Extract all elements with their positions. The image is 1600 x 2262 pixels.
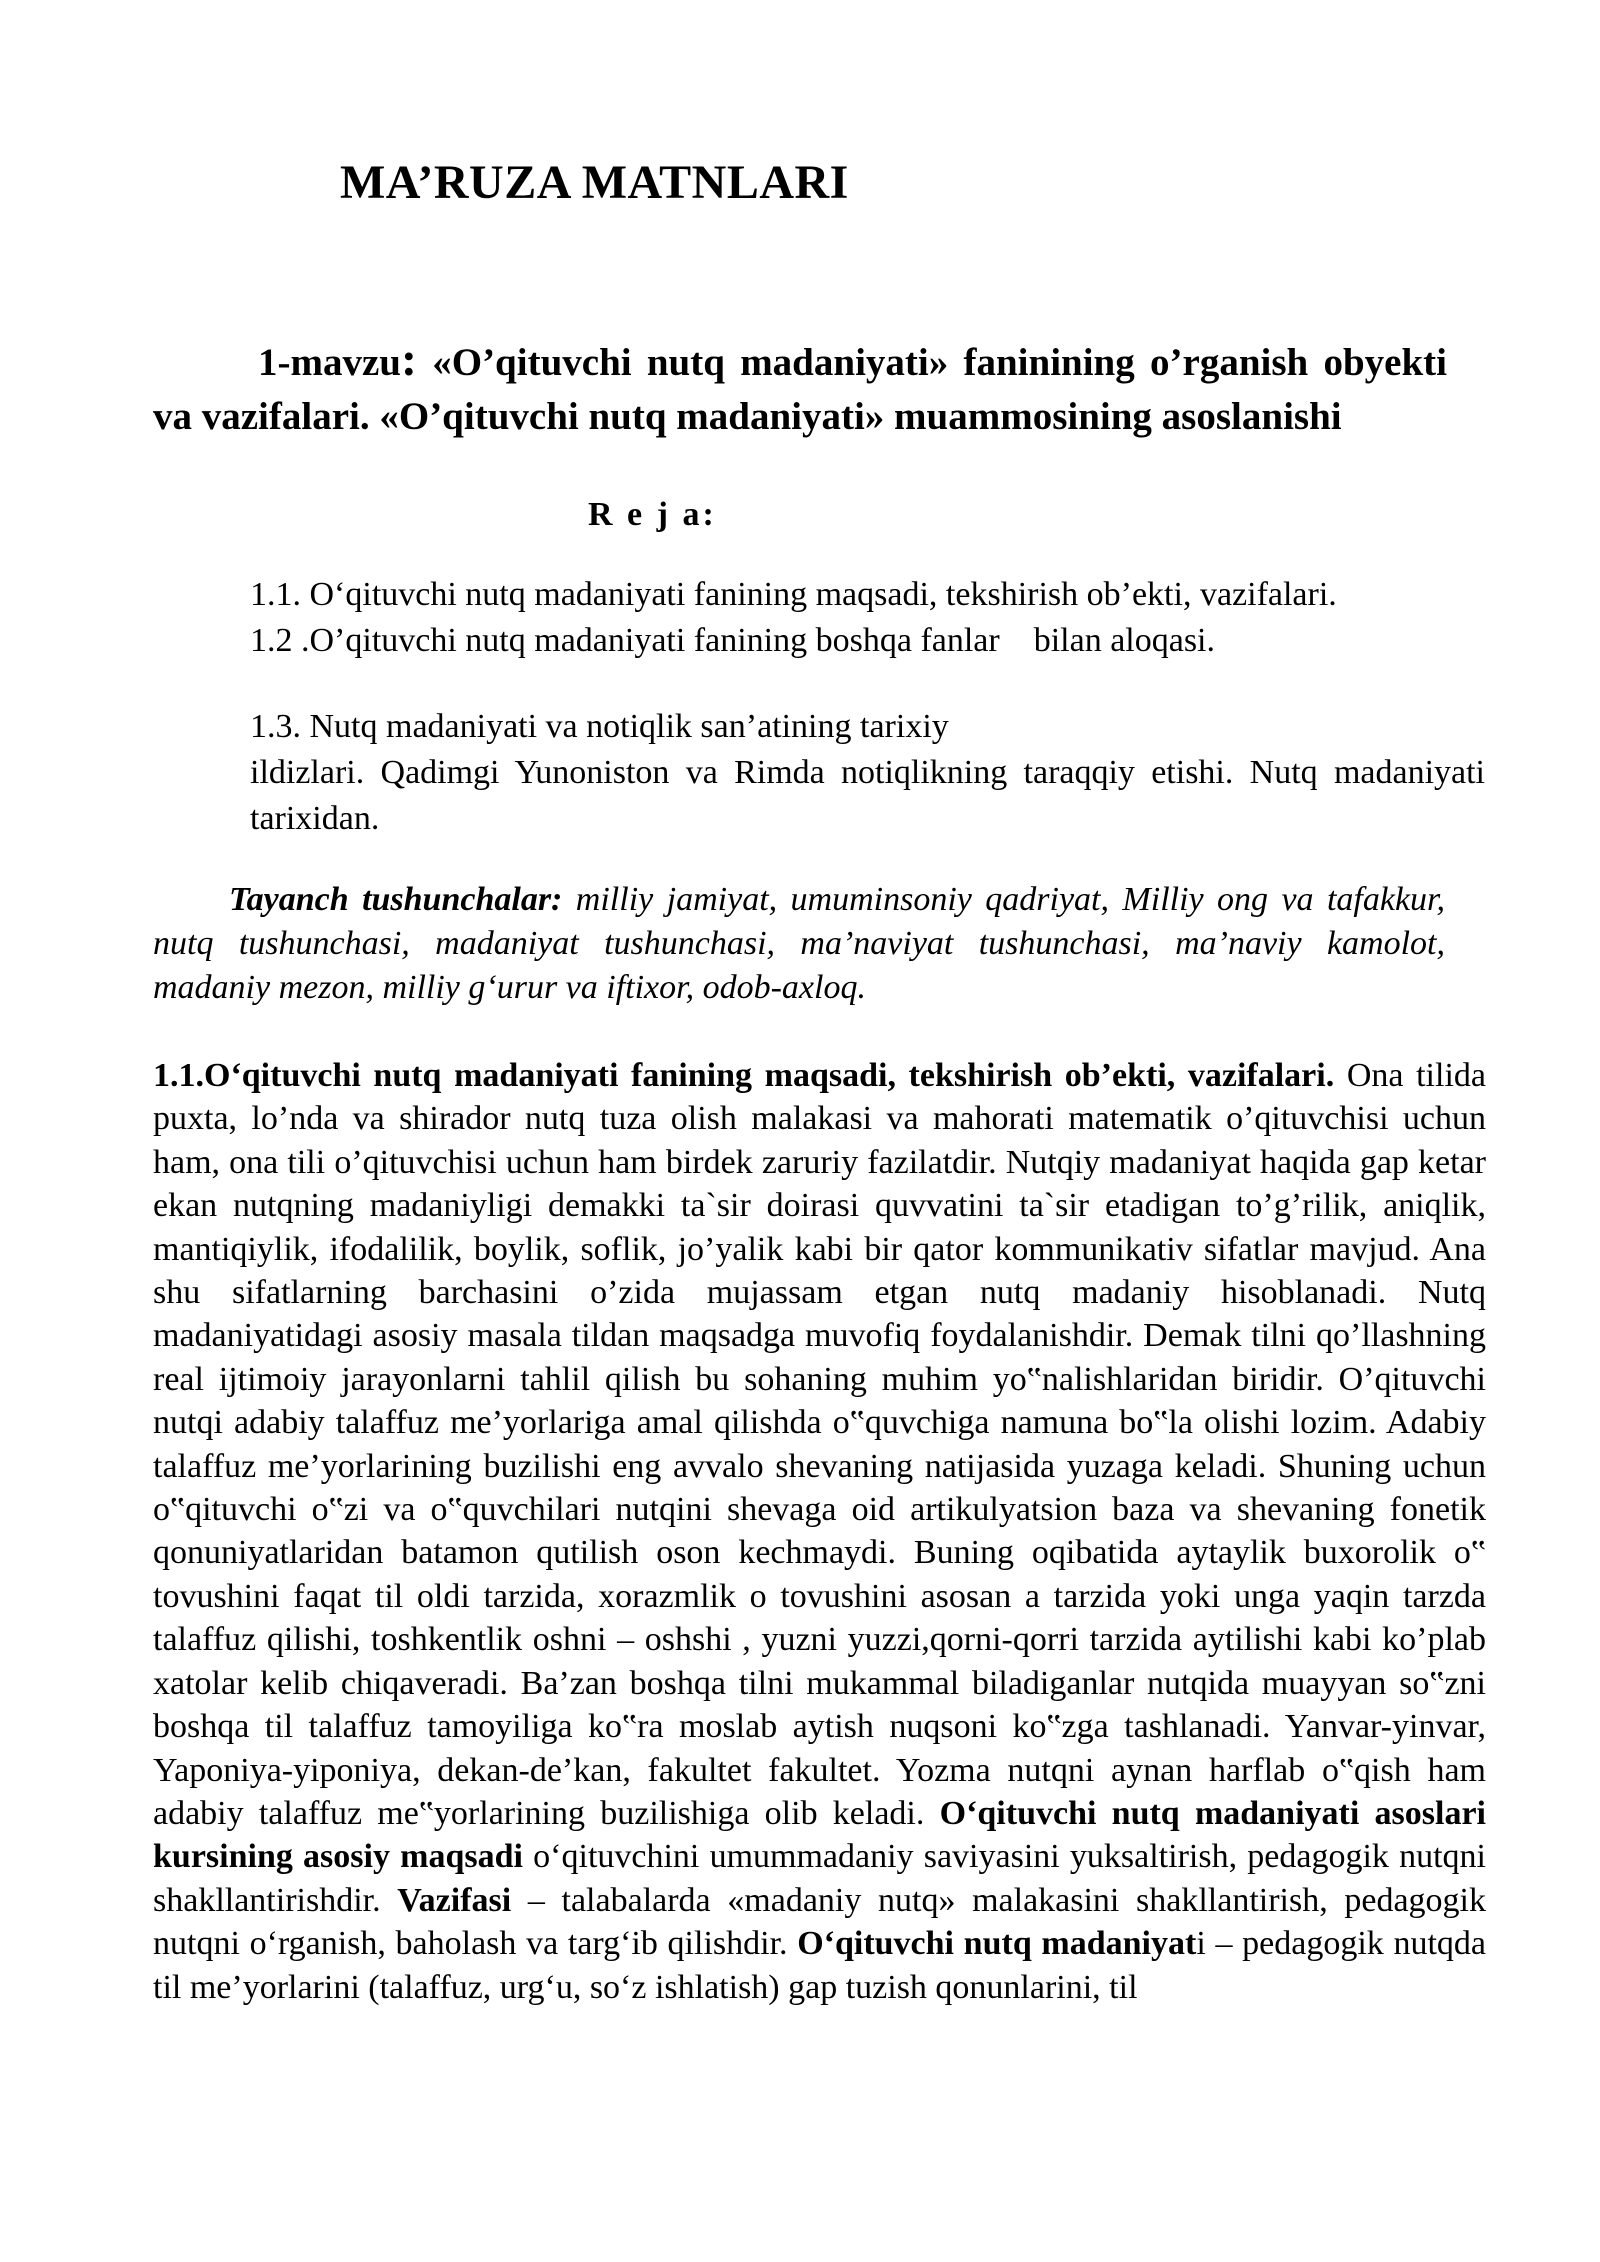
plan-item-1: 1.1. O‘qituvchi nutq madaniyati fanining maqsadi, tekshirish ob’ekti, vazifalari. — [250, 576, 1337, 613]
plan-heading: R e j a: — [588, 496, 717, 533]
section-heading: 1.1.O‘qituvchi nutq madaniyati fanining maqsadi, tekshirish ob’ekti, vazifalari. — [153, 1057, 1335, 1094]
topic-text: «O’qituvchi nutq madaniyati» faninining o’rganish obyekti va vazifalari. «O’qituvchi nutq madaniyati» muammosining asoslanishi — [153, 341, 1447, 438]
keywords-text: milliy jamiyat, umuminsoniy qadriyat, Milliy ong va tafakkur, nutq tushunchasi, madaniyat tushunchasi, ma’naviyat tushunchasi, ma’naviy kamolot, madaniy mezon, milliy g‘urur va iftixor, odob-axloq. — [153, 881, 1446, 1006]
topic-label: 1-mavzu — [258, 341, 401, 384]
plan-item-3 — [250, 704, 1485, 842]
section-paragraph-3: – talabalarda «madaniy nutq» malakasini shakllantirish, pedagogik nutqni o‘rganish, baholash va targ‘ib qilishdir. — [153, 1881, 1486, 1963]
plan-item-3-continuation: ildizlari. Qadimgi Yunoniston va Rimda notiqlikning taraqqiy etishi. Nutq madaniyati tarixidan. — [250, 754, 1485, 837]
section-paragraph-1: Ona tilida puxta, lo’nda va shirador nutq tuza olish malakasi va mahorati matematik o’qituvchisi uchun ham, ona tili o’qituvchisi uchun ham birdek zaruriy fazilatdir. Nutqiy madaniyat haqida gap ketar ekan nutqning madaniyligi demakki ta`sir doirasi quvvatini ta`sir etadigan to’g’rilik, aniqlik, mantiqiylik, ifodalilik, boylik, soflik, jo’yalik kabi bir qator kommunikativ sifatlar mavjud. Ana shu sifatlarning barchasini o’zida mujassam etgan nutq madaniy hisoblanadi. Nutq madaniyatidagi asosiy masala tildan maqsadga muvofiq foydalanishdir. Demak tilni qo’llashning real ijtimoiy jarayonlarni tahlil qilish bu sohaning muhim yo‟nalishlaridan biridir. O’qituvchi nutqi adabiy talaffuz me’yorlariga amal qilishda o‟quvchiga namuna bo‟la olishi lozim. Adabiy talaffuz me’yorlarining buzilishi eng avvalo shevaning natijasida yuzaga keladi. Shuning uchun o‟qituvchi o‟zi va o‟quvchilari nutqini shevaga oid artikulyatsion baza va shevaning fonetik qonuniyatlaridan batamon qutilish oson kechmaydi. Buning oqibatida aytaylik buxorolik o‟ tovushini faqat til oldi tarzida, xorazmlik o tovushini asosan a tarzida yoki unga yaqin tarzda talaffuz qilishi, toshkentlik oshni – oshshi , yuzni yuzzi,qorni-qorri tarzida aytilishi kabi ko’plab xatolar kelib chiqaveradi. Ba’zan boshqa tilni mukammal biladiganlar nutqida muayyan so‟zni boshqa til talaffuz tamoyiliga ko‟ra moslab aytish nuqsoni ko‟zga tashlanadi. Yanvar-yinvar, Yaponiya-yiponiya, dekan-de’kan, fakultet fakultet. Yozma nutqni aynan harflab o‟qish ham adabiy talaffuz me‟yorlarining buzilishiga olib keladi. — [153, 1057, 1486, 1832]
bold-phrase-task: Vazifasi — [397, 1881, 512, 1919]
document-title: MA’RUZA MATNLARI — [340, 156, 849, 209]
topic-colon: : — [400, 333, 417, 386]
section-paragraph-2: o‘qituvchini umummadaniy saviyasini yuksaltirish, pedagogik nutqni shakllantirishdir. — [153, 1838, 1486, 1919]
topic-heading — [153, 333, 1447, 444]
section-paragraph-4: i – pedagogik nutqda til me’yorlarini (talaffuz, urg‘u, so‘z ishlatish) gap tuzish qonunlarini, til — [153, 1925, 1486, 2006]
keywords-paragraph — [153, 878, 1445, 1010]
keywords-label: Tayanch tushunchalar: — [229, 881, 563, 918]
plan-item-3-line-1: 1.3. Nutq madaniyati va notiqlik san’atining tarixiy — [250, 708, 949, 745]
section-body — [153, 1054, 1486, 2009]
plan-item-2: 1.2 .O’qituvchi nutq madaniyati fanining boshqa fanlar bilan aloqasi. — [250, 622, 1215, 659]
bold-phrase-goal: O‘qituvchi nutq madaniyati asoslari kursining asosiy maqsadi — [153, 1794, 1486, 1876]
bold-phrase-definition: O‘qituvchi nutq madaniyat — [797, 1925, 1197, 1963]
